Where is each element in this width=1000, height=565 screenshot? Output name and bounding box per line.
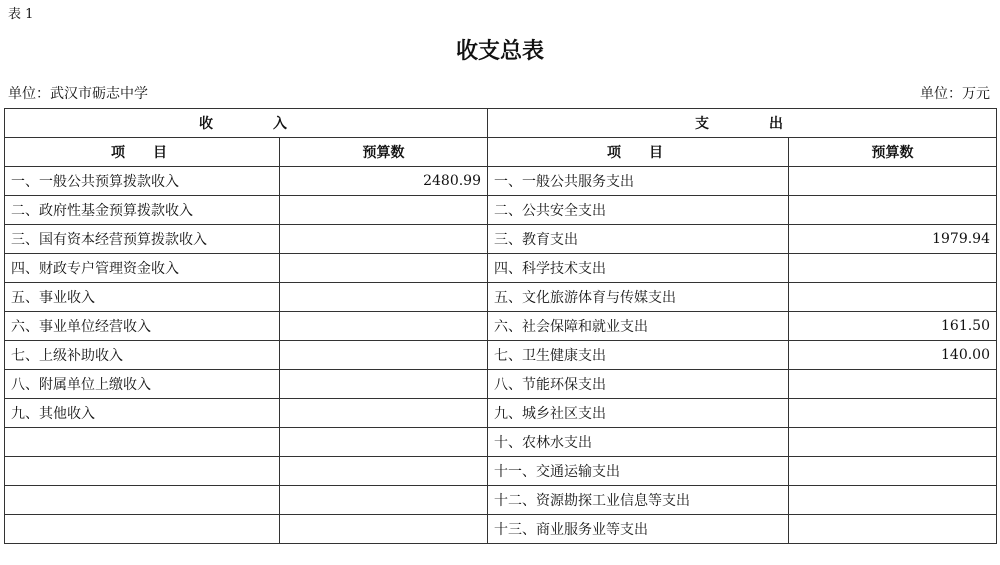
- income-item-header: 项目: [5, 138, 280, 167]
- expense-value-cell: 1979.94: [789, 225, 997, 254]
- table-row: [5, 428, 997, 457]
- budget-table: [4, 108, 997, 544]
- table-row: [5, 399, 997, 428]
- table-label: 表 1: [8, 7, 34, 22]
- income-item-cell: 七、上级补助收入: [5, 341, 280, 370]
- expense-item-cell: 一、一般公共服务支出: [488, 167, 789, 196]
- table-row: [5, 225, 997, 254]
- expense-item-cell: 七、卫生健康支出: [488, 341, 789, 370]
- income-item-cell: 三、国有资本经营预算拨款收入: [5, 225, 280, 254]
- expense-item-cell: 四、科学技术支出: [488, 254, 789, 283]
- income-budget-header: 预算数: [280, 138, 488, 167]
- expense-value-cell: [789, 428, 997, 457]
- expense-item-cell: 八、节能环保支出: [488, 370, 789, 399]
- table-row: [5, 486, 997, 515]
- income-value-cell: [280, 196, 488, 225]
- income-item-cell: [5, 428, 280, 457]
- table-row: [5, 370, 997, 399]
- income-value-cell: [280, 399, 488, 428]
- income-item-cell: 五、事业收入: [5, 283, 280, 312]
- expense-budget-header: 预算数: [789, 138, 997, 167]
- table-row: [5, 167, 997, 196]
- income-item-cell: [5, 515, 280, 544]
- table-row: [5, 312, 997, 341]
- income-value-cell: [280, 457, 488, 486]
- income-item-cell: [5, 486, 280, 515]
- page-title: 收支总表: [455, 39, 544, 64]
- income-value-cell: [280, 370, 488, 399]
- expense-item-cell: 二、公共安全支出: [488, 196, 789, 225]
- income-item-cell: [5, 457, 280, 486]
- column-header-row: [5, 138, 997, 167]
- expense-value-cell: [789, 283, 997, 312]
- expense-item-header: 项目: [488, 138, 789, 167]
- table-row: [5, 283, 997, 312]
- income-value-cell: [280, 312, 488, 341]
- income-value-cell: [280, 341, 488, 370]
- income-value-cell: [280, 225, 488, 254]
- expense-item-cell: 十一、交通运输支出: [488, 457, 789, 486]
- table-row: [5, 196, 997, 225]
- income-value-cell: [280, 486, 488, 515]
- expense-value-cell: 161.50: [789, 312, 997, 341]
- income-item-cell: 八、附属单位上缴收入: [5, 370, 280, 399]
- expense-item-cell: 五、文化旅游体育与传媒支出: [488, 283, 789, 312]
- expense-value-cell: 140.00: [789, 341, 997, 370]
- unit-currency: 单位：万元: [920, 86, 990, 102]
- expense-item-cell: 九、城乡社区支出: [488, 399, 789, 428]
- expense-value-cell: [789, 457, 997, 486]
- income-item-cell: 六、事业单位经营收入: [5, 312, 280, 341]
- income-value-cell: [280, 515, 488, 544]
- income-item-cell: 四、财政专户管理资金收入: [5, 254, 280, 283]
- expense-item-cell: 六、社会保障和就业支出: [488, 312, 789, 341]
- income-value-cell: 2480.99: [280, 167, 488, 196]
- expense-value-cell: [789, 486, 997, 515]
- income-item-cell: 九、其他收入: [5, 399, 280, 428]
- income-value-cell: [280, 428, 488, 457]
- income-item-cell: 二、政府性基金预算拨款收入: [5, 196, 280, 225]
- expense-value-cell: [789, 370, 997, 399]
- table-row: [5, 515, 997, 544]
- table-row: [5, 341, 997, 370]
- expense-value-cell: [789, 167, 997, 196]
- expense-item-cell: 十三、商业服务业等支出: [488, 515, 789, 544]
- income-item-cell: 一、一般公共预算拨款收入: [5, 167, 280, 196]
- expense-item-cell: 三、教育支出: [488, 225, 789, 254]
- expense-value-cell: [789, 196, 997, 225]
- income-value-cell: [280, 283, 488, 312]
- expense-item-cell: 十、农林水支出: [488, 428, 789, 457]
- expense-value-cell: [789, 254, 997, 283]
- table-row: [5, 457, 997, 486]
- expense-value-cell: [789, 399, 997, 428]
- expense-item-cell: 十二、资源勘探工业信息等支出: [488, 486, 789, 515]
- unit-organization: 单位：武汉市砺志中学: [8, 86, 148, 102]
- section-header-row: [5, 109, 997, 138]
- expense-value-cell: [789, 515, 997, 544]
- income-value-cell: [280, 254, 488, 283]
- expense-section-header: 支出: [488, 109, 997, 138]
- income-section-header: 收入: [5, 109, 488, 138]
- table-row: [5, 254, 997, 283]
